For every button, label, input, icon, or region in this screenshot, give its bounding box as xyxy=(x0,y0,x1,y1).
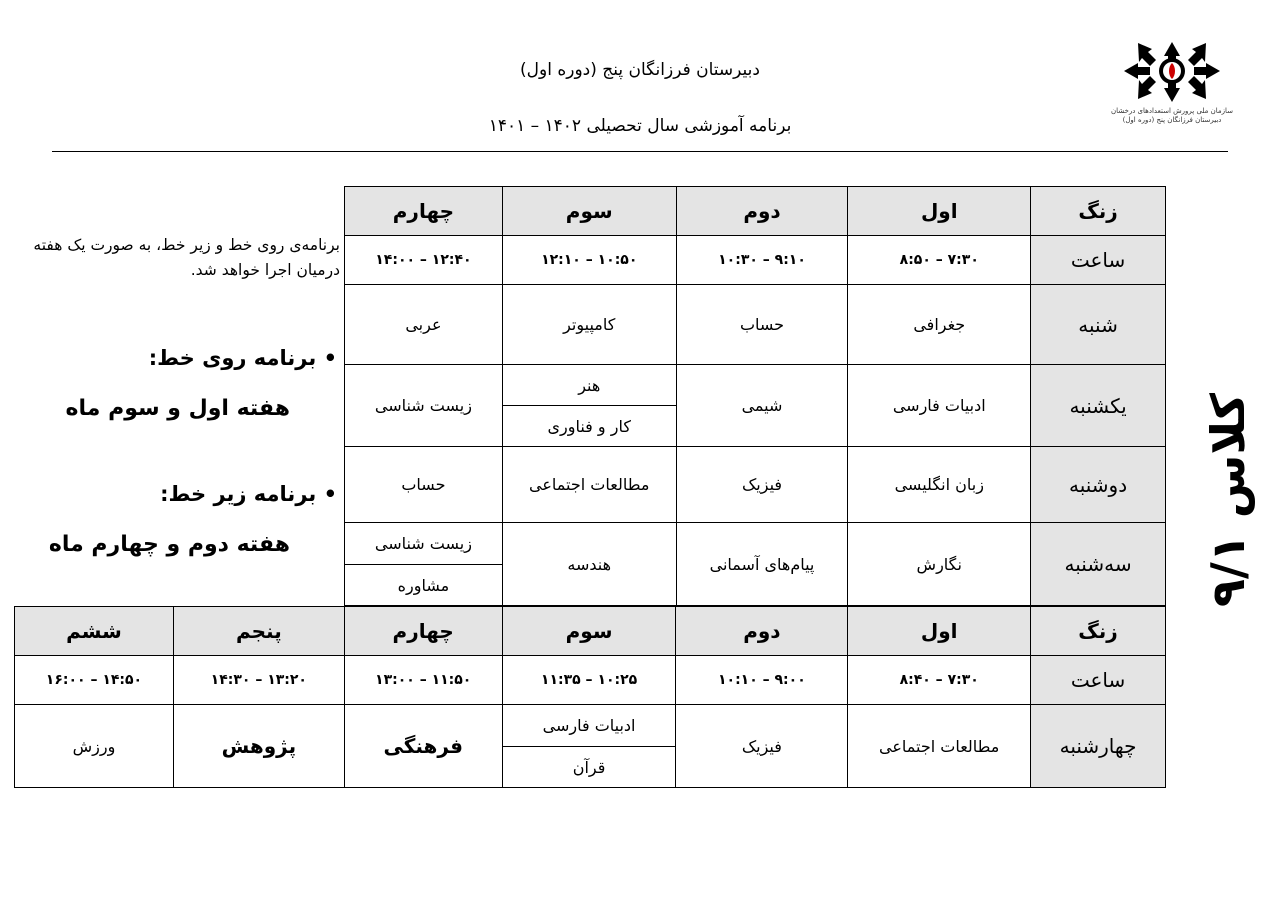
class-cell: شیمی xyxy=(676,365,848,447)
period-header-6: ششم xyxy=(15,607,174,656)
logo-caption xyxy=(1110,107,1234,125)
period-header-4: چهارم xyxy=(345,187,503,236)
class-label-text: کلاس ۹/۱ xyxy=(1201,392,1255,608)
class-cell-under-line: مشاوره xyxy=(345,565,503,606)
time-period-3: ۱۰:۲۵ – ۱۱:۳۵ xyxy=(502,656,676,705)
table-row xyxy=(345,523,1166,565)
header-divider xyxy=(52,151,1228,152)
class-cell-under-line: کار و فناوری xyxy=(502,406,676,447)
on-line-program-weeks: هفته اول و سوم ماه xyxy=(65,396,290,421)
program-title: برنامه آموزشی سال تحصیلی ۱۴۰۲ – ۱۴۰۱ xyxy=(488,116,792,136)
time-period-1: ۷:۳۰ – ۸:۴۰ xyxy=(848,656,1031,705)
times-row xyxy=(345,236,1166,285)
class-cell: کامپیوتر xyxy=(502,285,676,365)
time-period-1: ۷:۳۰ – ۸:۵۰ xyxy=(848,236,1031,285)
period-header-1: اول xyxy=(848,187,1031,236)
under-line-program-title: • برنامه زیر خط: xyxy=(160,482,337,506)
day-sunday: یکشنبه xyxy=(1031,365,1166,447)
class-cell: مطالعات اجتماعی xyxy=(502,447,676,523)
class-cell: زبان انگلیسی xyxy=(848,447,1031,523)
period-header-3: سوم xyxy=(502,187,676,236)
time-period-3: ۱۰:۵۰ – ۱۲:۱۰ xyxy=(502,236,676,285)
period-header-1: اول xyxy=(848,607,1031,656)
organization-logo-icon xyxy=(1122,40,1222,140)
time-row-label: ساعت xyxy=(1031,236,1166,285)
table-row xyxy=(345,285,1166,365)
class-cell: مطالعات اجتماعی xyxy=(848,705,1031,788)
time-period-4: ۱۲:۴۰ – ۱۴:۰۰ xyxy=(345,236,503,285)
class-cell: ورزش xyxy=(15,705,174,788)
wednesday-schedule-table xyxy=(14,606,1166,788)
table-row xyxy=(345,447,1166,523)
class-cell: فیزیک xyxy=(676,705,848,788)
time-period-2: ۹:۰۰ – ۱۰:۱۰ xyxy=(676,656,848,705)
under-line-program-weeks: هفته دوم و چهارم ماه xyxy=(48,532,290,557)
class-cell: زیست شناسی xyxy=(345,365,503,447)
class-cell: پیام‌های آسمانی xyxy=(676,523,848,606)
class-label xyxy=(1188,390,1268,610)
time-period-5: ۱۳:۲۰ – ۱۴:۳۰ xyxy=(173,656,344,705)
class-cell-on-line: زیست شناسی xyxy=(345,523,503,565)
class-cell: فرهنگی xyxy=(344,705,502,788)
class-cell: نگارش xyxy=(848,523,1031,606)
period-header-4: چهارم xyxy=(344,607,502,656)
periods-header-row xyxy=(345,187,1166,236)
period-header-2: دوم xyxy=(676,187,848,236)
day-saturday: شنبه xyxy=(1031,285,1166,365)
logo-caption-line-2: دبیرستان فرزانگان پنج (دوره اول) xyxy=(1122,116,1222,124)
alternating-weeks-note: برنامه‌ی روی خط و زیر خط، به صورت یک هفته درمیان اجرا خواهد شد. xyxy=(33,236,340,279)
class-cell: ادبیات فارسی xyxy=(848,365,1031,447)
day-monday: دوشنبه xyxy=(1031,447,1166,523)
class-cell-on-line: هنر xyxy=(502,365,676,406)
periods-header-row xyxy=(15,607,1166,656)
class-cell: هندسه xyxy=(502,523,676,606)
day-tuesday: سه‌شنبه xyxy=(1031,523,1166,606)
weekly-schedule-table xyxy=(344,186,1166,606)
school-name: دبیرستان فرزانگان پنج (دوره اول) xyxy=(520,60,760,80)
period-header-5: پنجم xyxy=(173,607,344,656)
time-period-2: ۹:۱۰ – ۱۰:۳۰ xyxy=(676,236,848,285)
class-cell-on-line: ادبیات فارسی xyxy=(502,705,676,747)
class-cell: پژوهش xyxy=(173,705,344,788)
period-header-3: سوم xyxy=(502,607,676,656)
period-header-label: زنگ xyxy=(1031,187,1166,236)
period-header-2: دوم xyxy=(676,607,848,656)
day-wednesday: چهارشنبه xyxy=(1031,705,1166,788)
class-cell: عربی xyxy=(345,285,503,365)
times-row xyxy=(15,656,1166,705)
class-cell: حساب xyxy=(345,447,503,523)
period-header-label: زنگ xyxy=(1031,607,1166,656)
table-row xyxy=(15,705,1166,747)
logo-caption-line-1: سازمان ملی پرورش استعدادهای درخشان xyxy=(1110,107,1233,115)
on-line-program-title: • برنامه روی خط: xyxy=(148,346,337,370)
table-row xyxy=(345,365,1166,406)
time-period-6: ۱۴:۵۰ – ۱۶:۰۰ xyxy=(15,656,174,705)
class-cell: حساب xyxy=(676,285,848,365)
time-row-label: ساعت xyxy=(1031,656,1166,705)
class-cell: فیزیک xyxy=(676,447,848,523)
time-period-4: ۱۱:۵۰ – ۱۳:۰۰ xyxy=(344,656,502,705)
class-cell-under-line: قرآن xyxy=(502,747,676,788)
class-cell: جغرافی xyxy=(848,285,1031,365)
